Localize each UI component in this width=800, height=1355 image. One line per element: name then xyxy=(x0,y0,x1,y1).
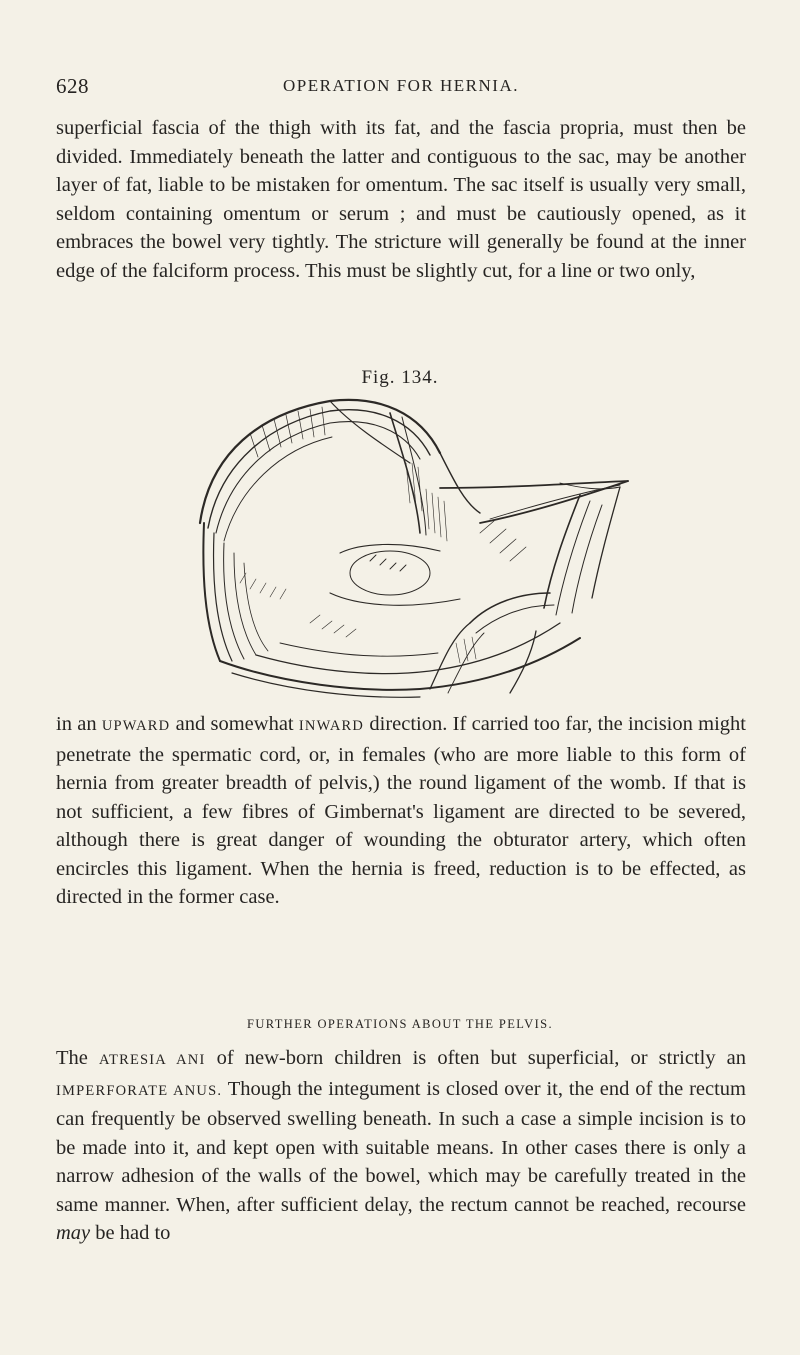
figure-134-engraving xyxy=(180,393,640,705)
page-number: 628 xyxy=(56,74,89,98)
paragraph-text: in an xyxy=(56,713,102,735)
small-caps-term: UPWARD xyxy=(101,718,171,734)
small-caps-term: ATRESIA ANI xyxy=(98,1052,206,1068)
paragraph-text: superficial fascia of the thigh with its fat, and the fascia propria, must then be divided. Immediately beneath the latter and contiguous to the sac, may be another layer of fat, liable to be mistaken for omentum. The sac itself is usually very small, seldom containing omentum or serum ; and must be cautiously opened, as it embraces the bowel very tightly. The stricture will generally be found at the inner edge of the falciform process. This must be slightly cut, for a line or two only, xyxy=(56,117,746,282)
section-heading: FURTHER OPERATIONS ABOUT THE PELVIS. xyxy=(246,1017,554,1031)
paragraph-text: of new-born children is often but superficial, or strictly an xyxy=(205,1047,746,1069)
small-caps-term: INWARD xyxy=(298,718,365,734)
italic-term: may xyxy=(56,1222,91,1244)
body-paragraph-2 xyxy=(56,710,746,912)
small-caps-term: IMPERFORATE ANUS. xyxy=(56,1082,223,1099)
paragraph-text: be had to xyxy=(90,1222,171,1244)
running-head-title: OPERATION FOR HERNIA. xyxy=(283,76,519,95)
figure-caption: Fig. 134. xyxy=(361,367,439,388)
body-paragraph-3 xyxy=(56,1044,746,1248)
paragraph-text: direction. If carried too far, the incision might penetrate the spermatic cord, or, in females (who are more liable to this form of hernia from greater breadth of pelvis,) the round ligament of the womb. If that is not sufficient, a few fibres of Gimbernat's ligament are directed to be severed, although there is great danger of wounding the obturator artery, which often encircles this ligament. When the hernia is freed, reduction is to be effected, as directed in the former case. xyxy=(56,713,746,908)
paragraph-text: and somewhat xyxy=(170,713,299,735)
running-head xyxy=(56,74,746,104)
paragraph-text: Though the integument is closed over it, the end of the rectum can frequently be observed swelling beneath. In such a case a simple incision is to be made into it, and kept open with suitable means. In other cases there is only a narrow adhesion of the walls of the bowel, which may be carefully treated in the same manner. When, after sufficient delay, the rectum cannot be reached, recourse xyxy=(56,1077,747,1216)
body-paragraph-1 xyxy=(56,114,746,285)
paragraph-text: The xyxy=(56,1047,99,1069)
